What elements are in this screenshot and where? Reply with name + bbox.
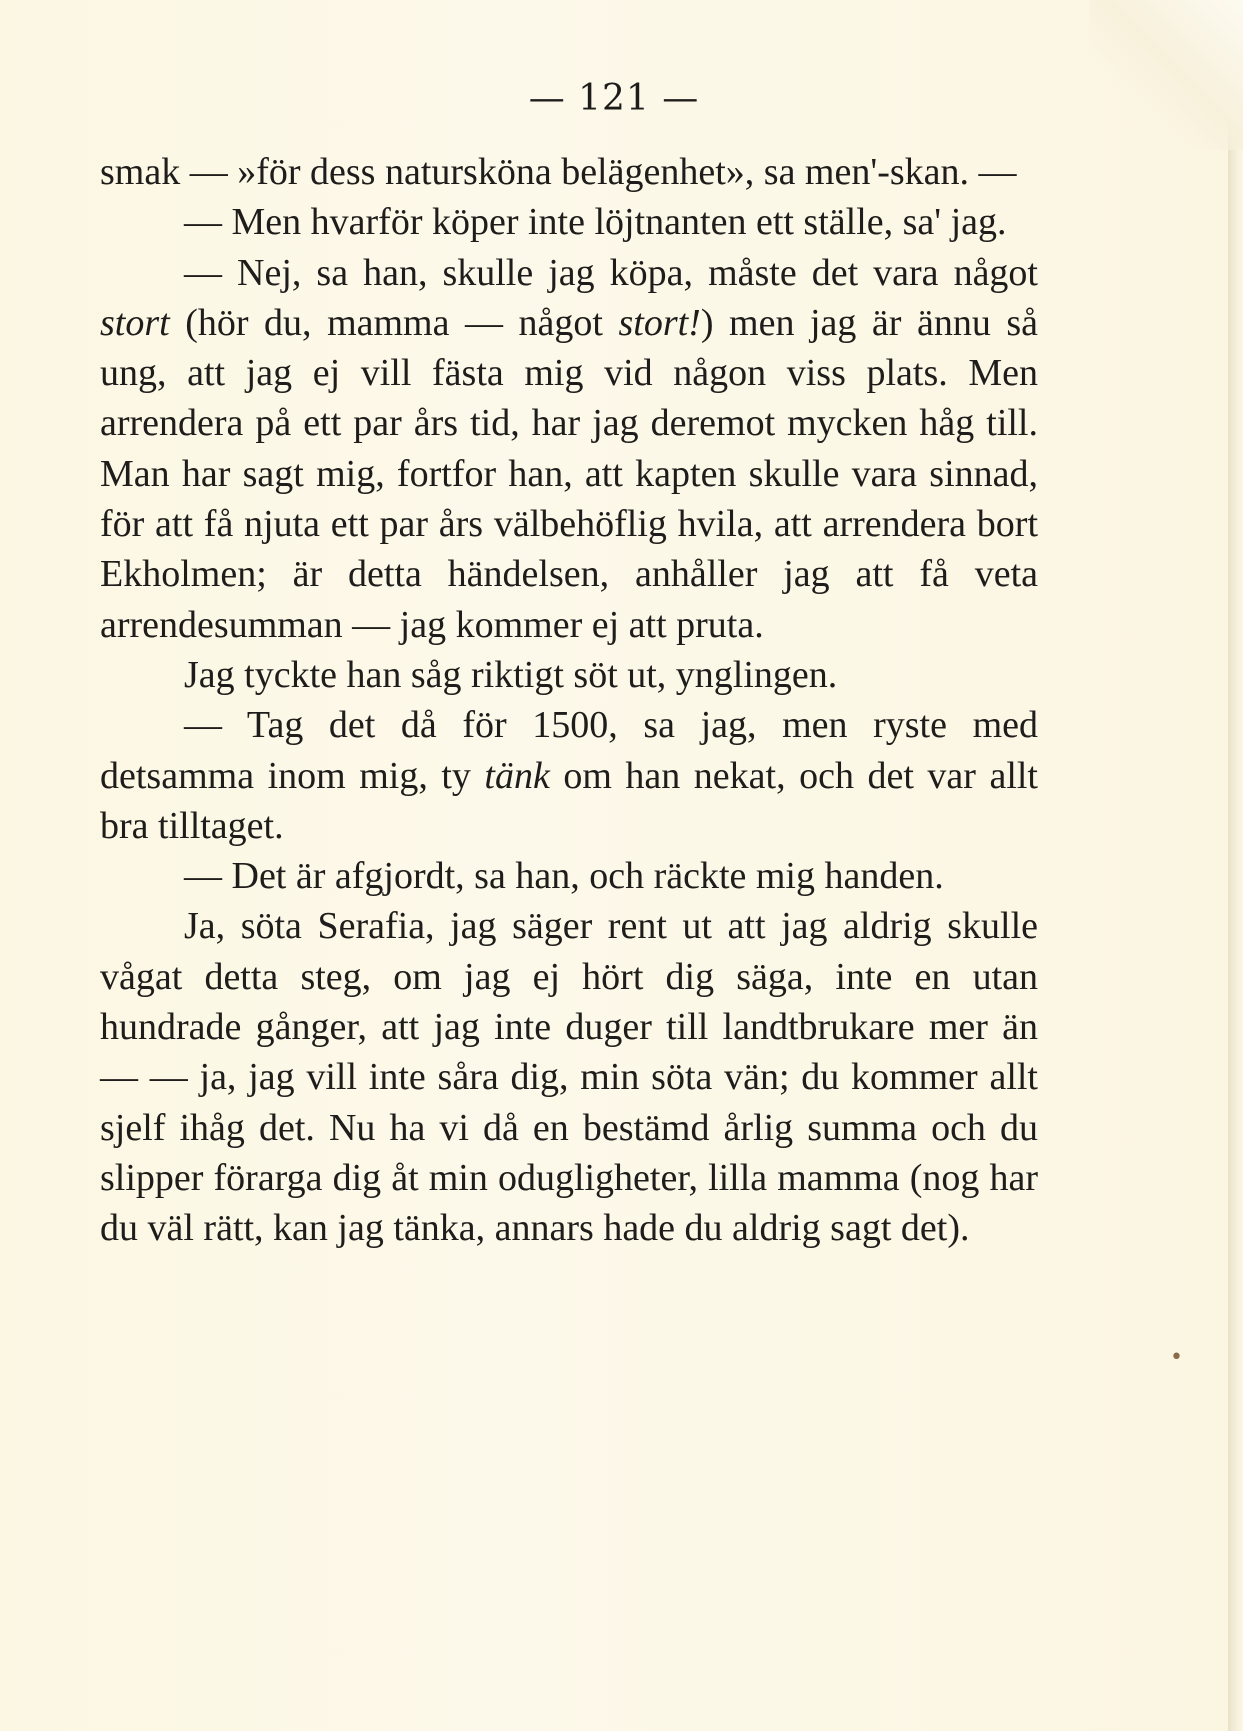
paragraph: [100, 197, 1038, 247]
text-run: smak — »för dess natursköna belägenhet», sa men'-skan. —: [100, 151, 1017, 193]
paragraph: [100, 248, 1038, 650]
body-text: [100, 147, 1038, 1254]
text-run: Jag tyckte han såg riktigt söt ut, ynglingen.: [184, 653, 838, 696]
text-run: — Men hvarför köper inte löjtnanten ett ställe, sa' jag.: [184, 201, 1007, 244]
page-number: — 121 —: [528, 78, 700, 119]
paragraph: [100, 650, 1038, 700]
text-run: om han nekat, och det var allt bra tilltaget.: [100, 754, 1038, 847]
italic-text-run: stort: [100, 301, 170, 344]
paragraph: [100, 851, 1038, 901]
text-run: — Nej, sa han, skulle jag köpa, måste det vara något: [184, 251, 1038, 294]
page-corner: [1090, 0, 1243, 150]
italic-text-run: tänk: [484, 754, 550, 797]
paragraph: [100, 901, 1038, 1253]
text-run: ) men jag är ännu så ung, att jag ej vill fästa mig vid någon viss plats. Men arrendera på ett par års tid, har jag deremot mycken håg till. Man har sagt mig, fortfor han, att kapten skulle vara sinnad, för att få njuta ett par års välbehöflig hvila, att arrendera bort Ekholmen; är detta händelsen, anhåller jag att få veta arrendesumman — jag kommer ej att pruta.: [100, 301, 1039, 646]
paragraph: [100, 147, 1038, 197]
text-run: — Det är afgjordt, sa han, och räckte mig handen.: [184, 855, 944, 898]
page-edge: [1228, 0, 1243, 1731]
text-run: (hör du, mamma — något: [169, 301, 619, 344]
text-run: — Tag det då för 1500, sa jag, men ryste med detsamma inom mig, ty: [100, 704, 1038, 797]
italic-text-run: stort!: [618, 301, 701, 344]
text-run: Ja, söta Serafia, jag säger rent ut att jag aldrig skulle vågat detta steg, om jag ej hört dig säga, inte en utan hundrade gånger, att jag inte duger till landtbrukare mer än — — ja, jag vill inte såra dig, min söta vän; du kommer allt sjelf ihåg det. Nu ha vi då en bestämd årlig summa och du slipper förarga dig åt min odugligheter, lilla mamma (nog har du väl rätt, kan jag tänka, annars hade du aldrig sagt det).: [100, 905, 1038, 1250]
ink-spot: •: [1170, 1345, 1183, 1370]
paragraph: [100, 700, 1038, 851]
